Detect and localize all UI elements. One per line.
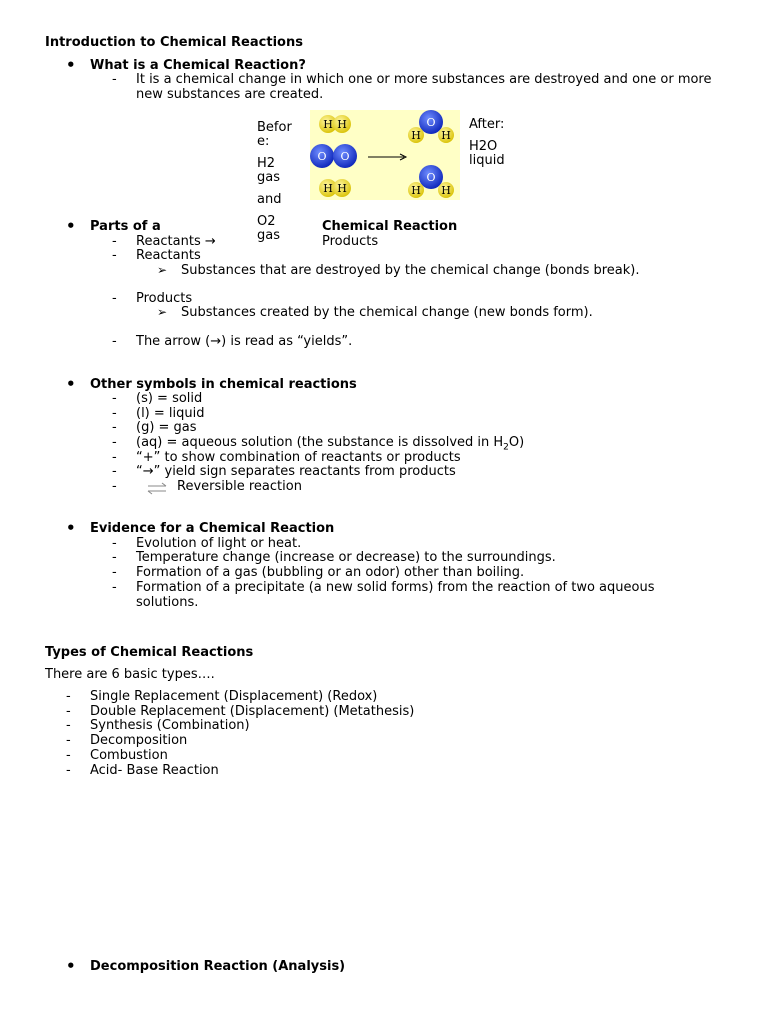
- reactants-arrow-item: - Reactants →: [136, 234, 216, 249]
- type-item-4: - Decomposition: [90, 733, 187, 748]
- reactants-description: ➢ Substances that are destroyed by the chemical change (bonds break).: [181, 263, 640, 278]
- svg-text:O: O: [426, 171, 436, 184]
- symbols-heading: • Other symbols in chemical reactions: [90, 377, 357, 392]
- h2o-label-1: H2O: [469, 139, 498, 154]
- what-heading: • What is a Chemical Reaction?: [90, 58, 306, 73]
- symbol-plus: - “+” to show combination of reactants or products: [136, 450, 461, 465]
- arrow-note: - The arrow (→) is read as “yields”.: [136, 334, 352, 349]
- symbol-liquid: - (l) = liquid: [136, 406, 205, 421]
- types-intro: There are 6 basic types….: [45, 667, 215, 682]
- svg-text:H: H: [441, 129, 451, 142]
- symbol-aqueous: - (aq) = aqueous solution (the substance is dissolved in $H_2O$): [136, 435, 524, 450]
- types-heading: Types of Chemical Reactions: [45, 645, 254, 660]
- decomposition-heading: • Decomposition Reaction (Analysis): [90, 959, 345, 974]
- svg-text:H: H: [323, 118, 333, 131]
- symbol-yield: - “→” yield sign separates reactants from products: [136, 464, 456, 479]
- evidence-item-3: - Formation of a gas (bubbling or an odor) other than boiling.: [136, 565, 524, 580]
- type-item-1: - Single Replacement (Displacement) (Redox): [90, 689, 377, 704]
- before-label-2: e:: [257, 134, 270, 149]
- parts-heading: • Parts of a: [90, 219, 161, 234]
- and-label: and: [257, 192, 282, 207]
- svg-text:O: O: [317, 150, 327, 163]
- type-item-6: - Acid- Base Reaction: [90, 763, 219, 778]
- svg-text:O: O: [426, 116, 436, 129]
- h2o-label-2: liquid: [469, 153, 505, 168]
- parts-products-label: Products: [322, 234, 379, 249]
- svg-text:H: H: [411, 129, 421, 142]
- type-item-5: - Combustion: [90, 748, 168, 763]
- svg-text:H: H: [323, 182, 333, 195]
- parts-heading-right: Chemical Reaction: [322, 219, 458, 234]
- reactants-item: - Reactants: [136, 248, 201, 263]
- after-label: After:: [469, 117, 505, 132]
- o2-label-1: O2: [257, 214, 276, 229]
- evidence-item-4: - Formation of a precipitate (a new solid forms) from the reaction of two aqueous solutions.: [136, 580, 696, 610]
- o2-label-2: gas: [257, 228, 280, 243]
- evidence-heading: • Evidence for a Chemical Reaction: [90, 521, 334, 536]
- svg-text:O: O: [340, 150, 350, 163]
- page-title: Introduction to Chemical Reactions: [45, 35, 303, 50]
- molecule-figure: [310, 110, 460, 200]
- h2-label-1: H2: [257, 156, 276, 171]
- definition-text: - It is a chemical change in which one or more substances are destroyed and one or more new substances are created.: [136, 72, 726, 102]
- svg-text:H: H: [337, 118, 347, 131]
- type-item-2: - Double Replacement (Displacement) (Metathesis): [90, 704, 414, 719]
- evidence-item-2: - Temperature change (increase or decrease) to the surroundings.: [136, 550, 556, 565]
- svg-text:H: H: [411, 184, 421, 197]
- products-description: ➢ Substances created by the chemical change (new bonds form).: [181, 305, 593, 320]
- evidence-item-1: - Evolution of light or heat.: [136, 536, 301, 551]
- type-item-3: - Synthesis (Combination): [90, 718, 250, 733]
- before-label-1: Befor: [257, 120, 292, 135]
- products-item: - Products: [136, 291, 192, 306]
- symbol-gas: - (g) = gas: [136, 420, 197, 435]
- reversible-arrows-icon: [146, 481, 168, 495]
- symbol-solid: - (s) = solid: [136, 391, 202, 406]
- svg-text:H: H: [441, 184, 451, 197]
- svg-text:H: H: [337, 182, 347, 195]
- h2-label-2: gas: [257, 170, 280, 185]
